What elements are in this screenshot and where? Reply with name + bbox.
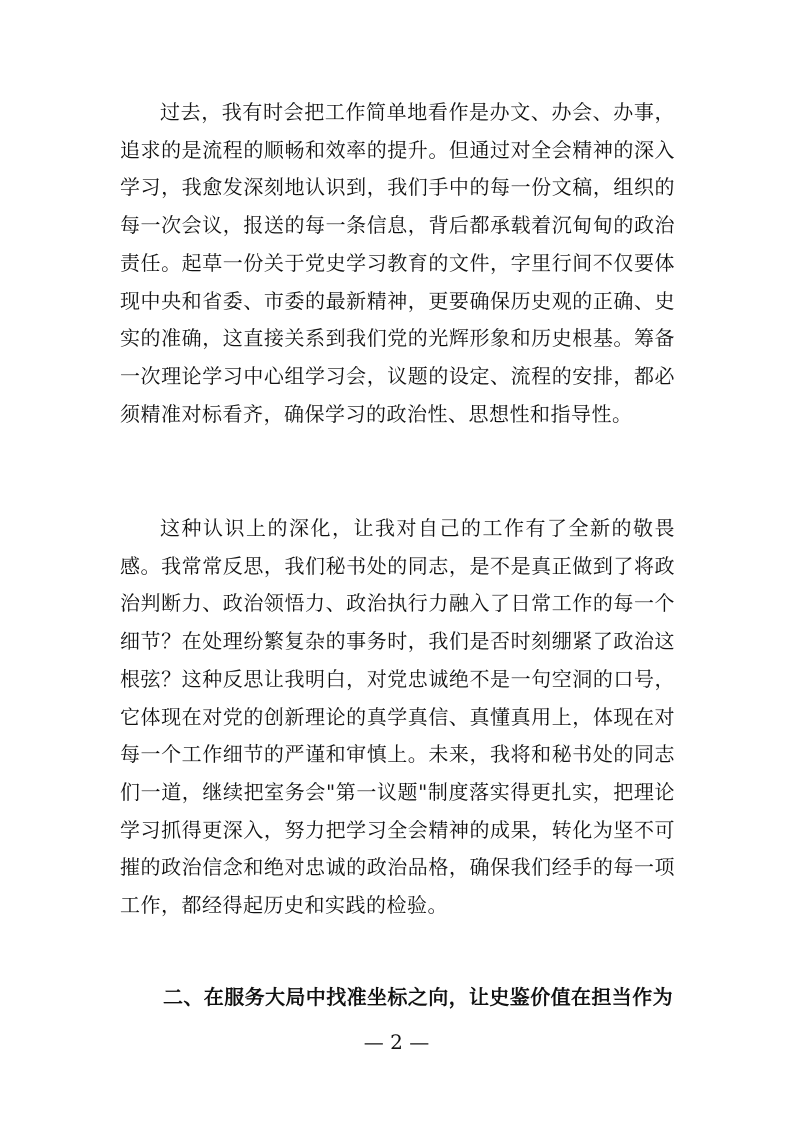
body-paragraph-1: 过去，我有时会把工作简单地看作是办文、办会、办事，追求的是流程的顺畅和效率的提升。但通过对全会精神的深入学习，我愈发深刻地认识到，我们手中的每一份文稿，组织的每一次会议，报送的每一条信息，背后都承载着沉甸甸的政治责任。起草一份关于党史学习教育的文件，字里行间不仅要体现中央和省委、市委的最新精神，更要确保历史观的正确、史实的准确，这直接关系到我们党的光辉形象和历史根基。筹备一次理论学习中心组学习会，议题的设定、流程的安排，都必须精准对标看齐，确保学习的政治性、思想性和指导性。 xyxy=(120,100,675,426)
body-paragraph-2: 这种认识上的深化，让我对自己的工作有了全新的敬畏感。我常常反思，我们秘书处的同志，是不是真正做到了将政治判断力、政治领悟力、政治执行力融入了日常工作的每一个细节？在处理纷繁复杂的事务时，我们是否时刻绷紧了政治这根弦？这种反思让我明白，对党忠诚绝不是一句空洞的口号，它体现在对党的创新理论的真学真信、真懂真用上，体现在对每一个工作细节的严谨和审慎上。未来，我将和秘书处的同志们一道，继续把室务会"第一议题"制度落实得更扎实，把理论学习抓得更深入，努力把学习全会精神的成果，转化为坚不可摧的政治信念和绝对忠诚的政治品格，确保我们经手的每一项工作，都经得起历史和实践的检验。 xyxy=(120,516,675,918)
section-heading: 二、在服务大局中找准坐标之向，让史鉴价值在担当作为 xyxy=(163,985,673,1009)
page-number: — 2 — xyxy=(363,1030,430,1054)
